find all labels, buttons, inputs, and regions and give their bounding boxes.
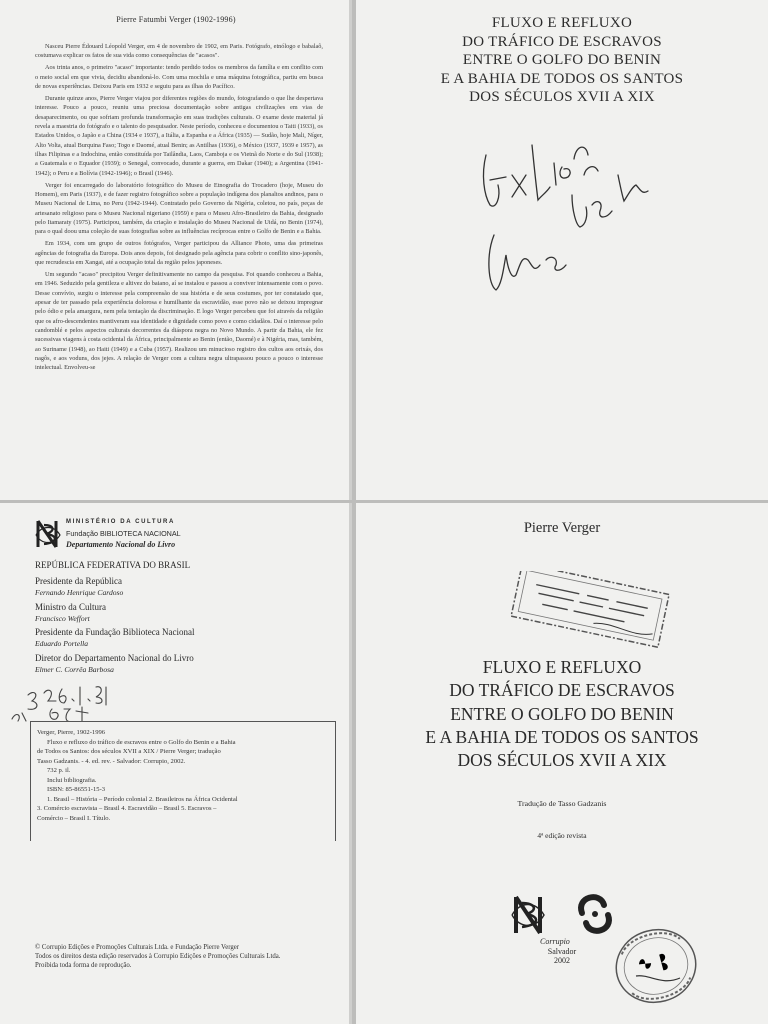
- biography-paragraph: Aos trinta anos, o primeiro "acaso" importante: tendo perdido todos os membros da família e em conflito com o meio social em que vivia, decidiu abandoná-lo. Com uma mochila e uma máquina fotográfica, partiu em busca de novas experiências. Deixou Paris em 1932 e seguiu para as ilhas do Pacífico.: [35, 64, 323, 90]
- main-title-line: E A BAHIA DE TODOS OS SANTOS: [425, 726, 699, 747]
- biography-paragraph: Um segundo "acaso" precipitou Verger definitivamente no campo da pesquisa. Foi quando conheceu a Bahia, em 1946. Seduzido pela gentileza e altivez do baiano, aí se instalou e passou a conviver intensamente com o povo. Desse convívio, surgiu o interesse pela compreensão de sua história e de seus costumes, por ter constatado que, apesar de ter passado pela experiência dolorosa e humilhante da escravidão, esse povo não se deixou impregnar pelo ódio e pela amargura, nem pela tentação da discriminação. E logo Verger percebeu que foi através da religião que os afro-descendentes mantiveram sua identidade e dignidade como povo e como cidadãos. Daí o interesse pelo candomblé e pelos aspectos culturais decorrentes da diáspora negra no Novo Mundo. A partir da Bahia, ele fez sucessivas viagens à costa ocidental da África, principalmente ao Benin (então, Daomé) e à Nigéria, mas, também, ao Suriname (1948), ao Haiti (1949) e a Cuba (1957). Realizou um minucioso registro dos cultos aos orixás, dos nagôs, e aos voduns, dos jejes. A relação de Verger com a cultura negra ultrapassou pouco a pouco o interesse intelectual. Envolveu-se: [35, 270, 323, 372]
- half-title-line: ENTRE O GOLFO DO BENIN: [462, 52, 662, 68]
- biography-paragraph: Durante quinze anos, Pierre Verger viajou por diferentes regiões do mundo, fotografando o que lhe despertava interesse. Pouco a pouco, reuniu uma preciosa documentação sobre antigas civilizações em vias de desaparecimento, ou que sofriam profunda transformação em suas tradições culturais. O exame deste material já revela a maestria do fotógrafo e o talento do pesquisador. Neste período, conheceu e documentou o Taiti (1933), os Estados Unidos, o Japão e a China (1934 e 1937), a Itália, a Espanha e a África (1935) — Sudão, hoje Mali, Níger, Alto Volta, atual Burquina Faso; Togo e Daomé, atual Benin; as Antilhas (1936), o México (1937, 1939 e 1957), as ilhas Filipinas e a Indochina, então constituída por Tailândia, Laos, Camboja e os Vietnã do Norte e do Sul (1938); a Guatemala e o Equador (1939); o Senegal, convocado, durante a guerra, em Dakar (1940); a Argentina (1941-1942); o Peru e a Bolívia (1942-1946); o Brasil (1946).: [35, 94, 323, 177]
- copyright-line: Proibida toda forma de reprodução.: [35, 961, 132, 969]
- edition-note: 4ª edição revista: [537, 831, 587, 840]
- credits-page: [0, 503, 352, 1024]
- catalog-line: Tasso Gadzanis. - 4. ed. rev. - Salvador: Corrupio, 2002.: [37, 757, 186, 765]
- biography-text: [35, 42, 323, 375]
- logo-foundation: Fundação BIBLIOTECA NACIONAL: [66, 529, 181, 538]
- imprint-year: 2002: [554, 956, 570, 965]
- half-title-line: E A BAHIA DE TODOS OS SANTOS: [440, 70, 684, 87]
- translator-credit: Tradução de Tasso Gadzanis: [517, 799, 607, 808]
- title-page: [356, 503, 768, 1024]
- imprint: [356, 947, 768, 965]
- copyright-notice: [35, 944, 352, 971]
- biblioteca-nacional-logo: [34, 517, 334, 557]
- catalog-line: 3. Comércio escravista – Brasil 4. Escravidão – Brasil 5. Escravos –: [37, 805, 217, 812]
- biography-paragraph: Nasceu Pierre Édouard Léopold Verger, em 4 de novembro de 1902, em Paris. Fotógrafo, etnólogo e babalaô, costumava explicar os fatos de sua vida como consequências de "acasos".: [35, 43, 323, 60]
- catalog-line: Fluxo e refluxo do tráfico de escravos entre o Golfo do Benin e a Bahia: [47, 738, 236, 746]
- biography-paragraph: Verger foi encarregado do laboratório fotográfico do Museu de Etnografia do Trocadero (hoje, Museu do Homem), em Paris (1937), e de fazer registro fotográfico sobre a população indígena dos planaltos andinos, para o Museu Nacional de Lima, no Peru (1942-1944). Contratado pelo Governo da Nigéria, coletou, no país, peças de artesanato religioso para o Museu Nacional nigeriano (1959) e para o Museu Afro-Brasileiro da Bahia, designado pelo Itamaraty (1975). Participou, também, da criação e instalação do Museu Nacional de Uidá, no Benin (1974), para o qual doou uma coleção de suas fotografias sobre as influências recíprocas entre o Golfo de Benin e a Bahia.: [35, 181, 323, 236]
- republic-label: REPÚBLICA FEDERATIVA DO BRASIL: [35, 560, 191, 570]
- author-name: Pierre Verger: [523, 520, 601, 536]
- handwritten-call-number: [8, 675, 118, 725]
- main-title-line: DOS SÉCULOS XVII A XIX: [457, 750, 667, 771]
- credit-name: Fernando Henrique Cardoso: [35, 588, 124, 597]
- biography-header: Pierre Fatumbi Verger (1902-1996): [116, 15, 236, 24]
- catalog-line: Inclui bibliografia.: [47, 776, 97, 784]
- half-title: [356, 14, 768, 107]
- credit-role: Ministro da Cultura: [35, 602, 106, 612]
- catalog-line: de Todos os Santos: dos séculos XVII a XIX / Pierre Verger; tradução: [37, 748, 221, 755]
- copyright-line: Todos os direitos desta edição reservados à Corrupio Edições e Promoções Culturais Ltda.: [35, 952, 281, 960]
- fbn-monogram-icon: [34, 517, 62, 551]
- catalog-line: Comércio – Brasil I. Título.: [37, 814, 111, 822]
- catalog-line: ISBN: 85-86551-15-3: [47, 786, 106, 793]
- logo-ministry: MINISTÉRIO DA CULTURA: [66, 519, 175, 525]
- credit-name: Eduardo Portella: [35, 639, 89, 648]
- main-title: [356, 656, 768, 772]
- catalog-line: 1. Brasil – História – Período colonial 2. Brasileiros na África Ocidental: [47, 795, 238, 803]
- republic-heading: [35, 560, 190, 571]
- half-title-line: FLUXO E REFLUXO: [491, 15, 633, 31]
- corrupio-logo-icon: [581, 897, 609, 931]
- main-title-line: DO TRÁFICO DE ESCRAVOS: [449, 680, 675, 701]
- biography-page: [0, 0, 352, 500]
- credit-role: Diretor do Departamento Nacional do Livro: [35, 653, 194, 663]
- logo-department: Departamento Nacional do Livro: [66, 540, 176, 549]
- main-title-line: ENTRE O GOLFO DO BENIN: [450, 703, 674, 724]
- half-title-page: [356, 0, 768, 500]
- credit-entry: [35, 627, 194, 649]
- round-library-stamp: [606, 916, 706, 1016]
- credit-entry: [35, 653, 194, 675]
- catalog-card: [30, 721, 336, 841]
- biography-paragraph: Em 1934, com um grupo de outros fotógrafos, Verger participou da Alliance Photo, uma das primeiras agências de fotografia da Europa. Dois anos depois, foi designado pela agência para cobrir o conflito sino-japonês, que recrudescia em Xangai, até a ocupação total da região pelos japoneses.: [35, 240, 323, 266]
- credit-role: Presidente da República: [35, 576, 122, 586]
- credit-name: Elmer C. Corrêa Barbosa: [35, 665, 114, 674]
- imprint-city: Salvador: [547, 947, 577, 956]
- half-title-line: DOS SÉCULOS XVII A XIX: [469, 89, 655, 105]
- credit-entry: [35, 576, 123, 598]
- handwritten-signature: [476, 115, 676, 305]
- catalog-line: Verger, Pierre, 1902-1996: [37, 729, 106, 736]
- credit-role: Presidente da Fundação Biblioteca Nacional: [35, 627, 195, 637]
- copyright-line: © Corrupio Edições e Promoções Culturais Ltda. e Fundação Pierre Verger: [35, 944, 240, 951]
- catalog-line: 732 p. il.: [47, 767, 71, 774]
- credit-entry: [35, 602, 106, 624]
- half-title-line: DO TRÁFICO DE ESCRAVOS: [462, 33, 662, 50]
- library-stamp: [506, 571, 681, 651]
- credit-name: Francisco Weffort: [35, 614, 90, 623]
- publisher-name: Corrupio: [540, 937, 570, 946]
- main-title-line: FLUXO E REFLUXO: [482, 657, 642, 677]
- fbn-monogram-icon: [512, 897, 544, 933]
